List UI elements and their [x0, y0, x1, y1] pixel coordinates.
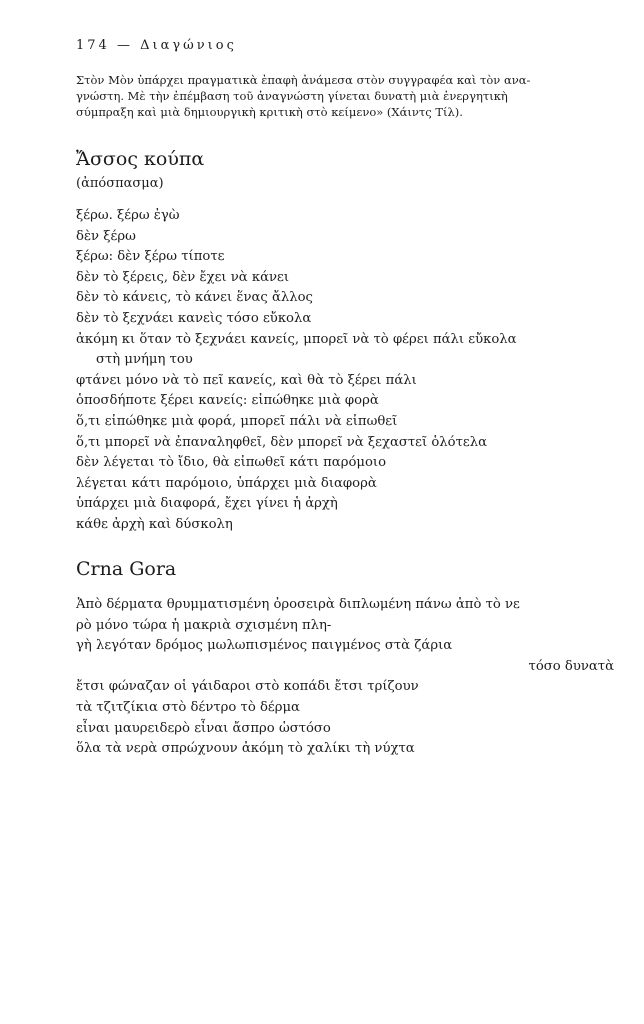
poem-line-continuation: στὴ μνήμη του — [96, 352, 193, 368]
journal-name: Διαγώνιος — [140, 38, 237, 53]
poem-line: ὅλα τὰ νερὰ σπρώχνουν ἀκόμη τὸ χαλίκι τὴ νύχτα — [76, 741, 415, 757]
poem-line: ἀκόμη κι ὅταν τὸ ξεχνάει κανείς, μπορεῖ νὰ τὸ φέρει πάλι εὔκολα — [76, 331, 517, 347]
poem-line: ὁποσδήποτε ξέρει κανείς: εἰπώθηκε μιὰ φορὰ — [76, 393, 379, 409]
header-separator: — — [116, 38, 133, 53]
poem-line: ὑπάρχει μιὰ διαφορά, ἔχει γίνει ἡ ἀρχὴ — [76, 496, 338, 512]
poem-line: ξέρω: δὲν ξέρω τίποτε — [76, 249, 225, 265]
poem-title: Ἄσσος κούπα — [76, 148, 205, 170]
poem-line: δὲν τὸ ξέρεις, δὲν ἔχει νὰ κάνει — [76, 269, 290, 285]
poem-subtitle: (ἀπόσπασμα) — [76, 176, 164, 191]
poem-line: ρὸ μόνο τώρα ἡ μακριὰ σχισμένη πλη- — [76, 617, 332, 633]
poem-line: δὲν τὸ κάνεις, τὸ κάνει ἕνας ἄλλος — [76, 290, 313, 306]
poem-title: Crna Gora — [76, 558, 177, 580]
page-number: 174 — [76, 38, 110, 53]
poem-line: κάθε ἀρχὴ καὶ δύσκολη — [76, 516, 233, 532]
poem-line: δὲν ξέρω — [76, 228, 136, 244]
intro-paragraph — [76, 72, 614, 120]
intro-line: σύμπραξη καὶ μιὰ δημιουργικὴ κριτικὴ στὸ κείμενο» (Χάιντς Τίλ). — [76, 105, 463, 119]
intro-line: γνώστη. Μὲ τὴν ἐπέμβαση τοῦ ἀναγνώστη γίνεται δυνατὴ μιὰ ἐνεργητικὴ — [76, 89, 508, 103]
poem-line: δὲν τὸ ξεχνάει κανεὶς τόσο εὔκολα — [76, 310, 312, 326]
poem-line: γὴ λεγόταν δρόμος μωλωπισμένος παιγμένος στὰ ζάρια — [76, 638, 453, 654]
poem-line: τὰ τζιτζίκια στὸ δέντρο τὸ δέρμα — [76, 699, 300, 715]
poem-line: ξέρω. ξέρω ἐγὼ — [76, 208, 180, 223]
poem-line: ὅ,τι μπορεῖ νὰ ἐπαναληφθεῖ, δὲν μπορεῖ νὰ ξεχαστεῖ ὁλότελα — [76, 434, 487, 450]
poem-line: δὲν λέγεται τὸ ἴδιο, θὰ εἰπωθεῖ κάτι παρόμοιο — [76, 455, 387, 471]
poem-stanza — [76, 595, 624, 760]
running-header — [76, 38, 237, 53]
poem-line: εἶναι μαυρειδερὸ εἶναι ἄσπρο ὡστόσο — [76, 720, 331, 736]
poem-line: φτάνει μόνο νὰ τὸ πεῖ κανείς, καὶ θὰ τὸ ξέρει πάλι — [76, 372, 417, 388]
intro-line: Στὸν Μὸν ὑπάρχει πραγματικὰ ἐπαφὴ ἀνάμεσα στὸν συγγραφέα καὶ τὸν ανα- — [76, 73, 531, 87]
poem-line: ὅ,τι εἰπώθηκε μιὰ φορά, μπορεῖ πάλι νὰ εἰπωθεῖ — [76, 413, 398, 429]
poem-line: Ἀπὸ δέρματα θρυμματισμένη ὀροσειρὰ διπλωμένη πάνω ἀπὸ τὸ νε — [76, 597, 520, 612]
poem-line-right-aligned: τόσο δυνατὰ — [528, 658, 614, 674]
poem-line: λέγεται κάτι παρόμοιο, ὑπάρχει μιὰ διαφορὰ — [76, 475, 377, 491]
poem-stanza — [76, 206, 624, 536]
poem-line: ἔτσι φώναζαν οἱ γάιδαροι στὸ κοπάδι ἔτσι τρίζουν — [76, 679, 419, 695]
